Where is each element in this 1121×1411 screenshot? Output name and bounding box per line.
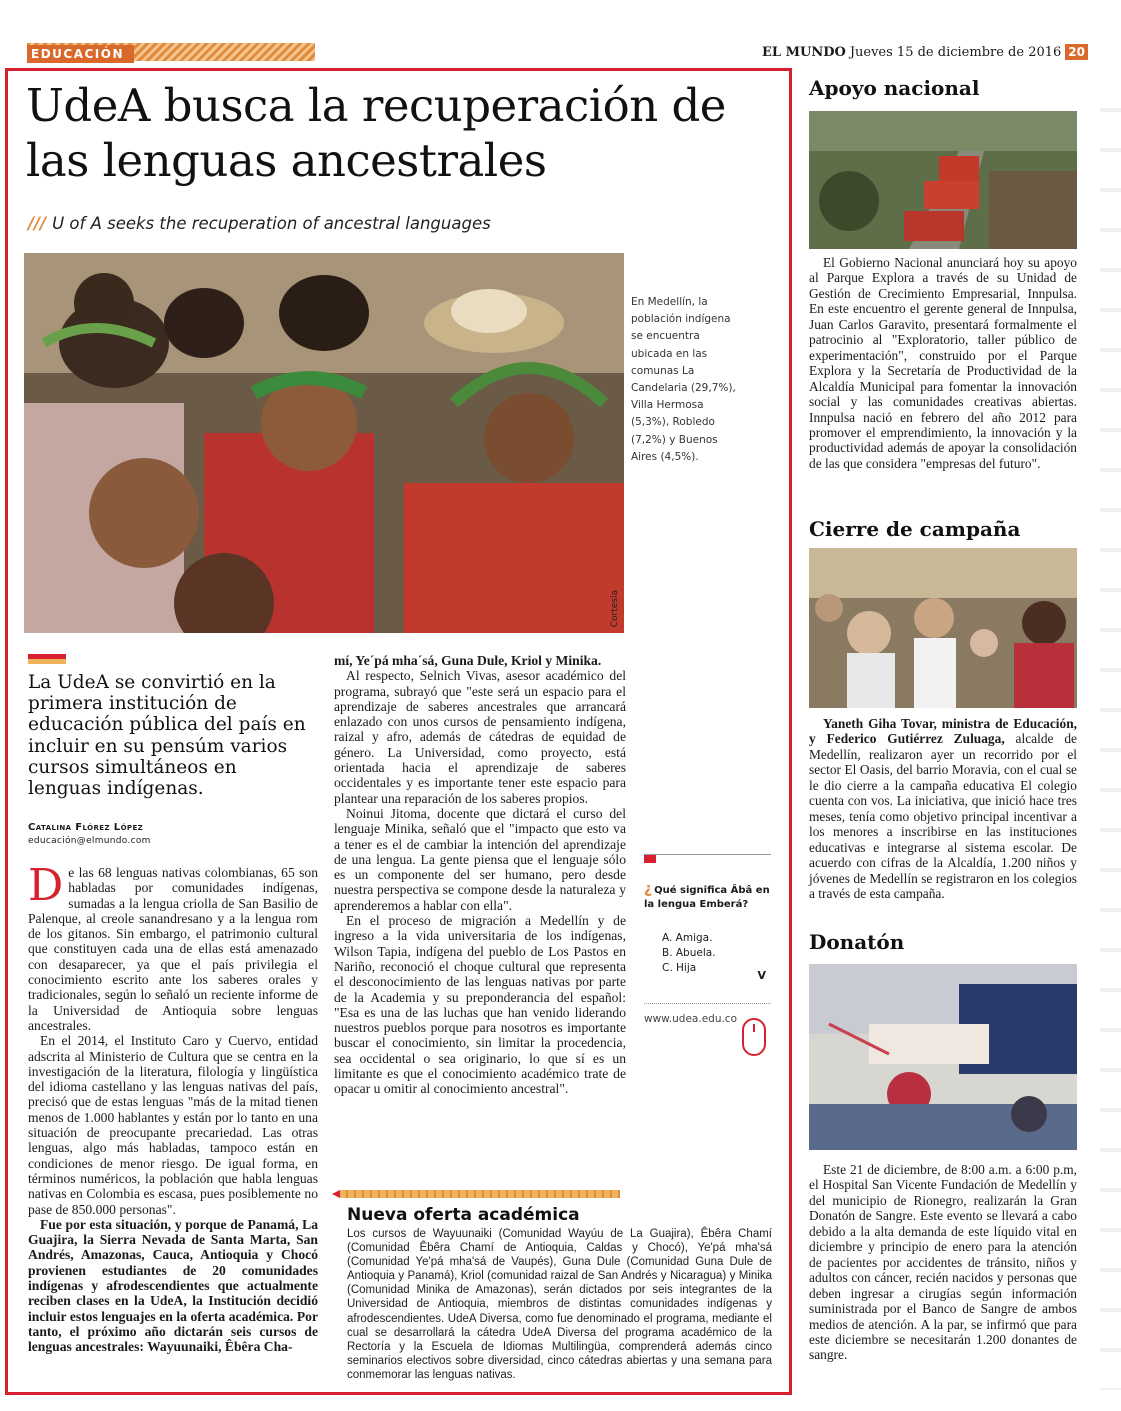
- byline-author: Catalina Flórez López: [28, 822, 144, 833]
- body-paragraph: e las 68 lenguas nativas colombianas, 65 son habladas por comunidades indígenas, sumadas a la lengua criolla de San Basilio de Palenque, al creole sanandresano y a la lengua rom de los gitanos. Sin embargo, el patrimonio cultural que constituyen cada una de ellas está amenazado con desaparecer, ya que el país privilegia el conocimiento escrito ante los saberes orales y tradicionales, según lo señaló un reciente informe de la Universidad de Antioquia sobre lenguas ancestrales.: [28, 865, 318, 1033]
- apoyo-photo: [809, 111, 1077, 249]
- subhead-text: U of A seeks the recuperation of ancestral languages: [52, 214, 491, 233]
- article-column-2: [334, 653, 626, 1097]
- cierre-photo: [809, 548, 1077, 708]
- photo-illustration: [24, 253, 624, 633]
- cierre-text: [809, 716, 1077, 901]
- apoyo-title: Apoyo nacional: [809, 76, 980, 100]
- dropcap: D: [28, 860, 64, 911]
- donaton-photo: [809, 964, 1077, 1150]
- headline: UdeA busca la recuperación de las lenguas ancestrales: [26, 79, 726, 187]
- apoyo-paragraph: El Gobierno Nacional anunciará hoy su apoyo al Parque Explora a través de su Unidad de Gestión de Crecimiento Empresarial, Innpulsa. En este encuentro el gerente general de Innpulsa, Juan Carlos Garavito, presentará formalmente el patrocinio al "Exploratorio, taller público de experimentación", construido por el Parque Explora y la Secretaría de Productividad de la Alcaldía Municipal para fomentar la innovación social y las comunidades creativas abiertas. Innpulsa nació en febrero del año 2012 para promover el emprendimiento, la innovación y la productividad además de apoyar la consolidación de las que considera "empresas del futuro".: [809, 255, 1077, 471]
- quiz-top-rule: [644, 854, 771, 862]
- body-paragraph: Noinui Jitoma, docente que dictará el curso del lenguaje Minika, señaló que el "impacto que esto va a tener es el de cambiar la intención del aprendizaje de una lengua. La gente piensa que el lenguaje sólo es un componente del ser humano, pero desde nuestra perspectiva se compone desde la naturaleza y aprenderemos a hablar con ella".: [334, 805, 626, 913]
- article-photo: [24, 253, 624, 633]
- box-text: Los cursos de Wayuunaiki (Comunidad Wayúu de La Guajira), Êbêra Chamí (Comunidad Êbêra Chamí de Antioquia, Caldas y Chocó), Ye'pá mha'sá (Comunidad Ye'pá mha'sá de Vaupés), Guna Dule (Comunidad Guna Dule de Antioquia y Panamá), Kriol (comunidad raizal de San Andrés y Nicaragua) y Minika (Comunidad Minika de Amazonas), serán dictados por seis integrantes de la Universidad de Antioquia, miembros de distintas comunidades indígenas y afrodescendientes. UdeA Diversa, como fue denominado el programa, mediante el cual se desarrollará la cátedra UdeA Diversa del programa académico de la Rectoría y la Escuela de Idiomas Multilingüa, comprenderá además cinco seminarios electivos sobre diversidad, cinco cátedras abiertas y una semana para conmemorar las lenguas nativas.: [347, 1228, 772, 1381]
- subhead: [28, 214, 491, 233]
- body-paragraph: Fue por esta situación, y porque de Panamá, La Guajira, la Sierra Nevada de Santa Marta, San Andrés, Amazonas, Cauca, Antioquia y Chocó provienen estudiantes de 20 comunidades indígenas y afrodescendientes que actualmente reciben clases en la UdeA, la Institución decidió incluir estos lenguajes en la oferta académica. Por tanto, el próximo año dictarán seis cursos de lenguas ancestrales: Wayuunaiki, Êbêra Cha-: [28, 1216, 318, 1355]
- section-label: EDUCACIÓN: [27, 45, 134, 63]
- cierre-illustration: [809, 548, 1077, 708]
- donaton-text: [809, 1162, 1077, 1363]
- web-url[interactable]: www.udea.edu.co: [644, 1013, 738, 1025]
- article-column-1: [28, 860, 318, 1355]
- body-paragraph: mí, Ye´pá mha´sá, Guna Dule, Kriol y Minika.: [334, 653, 602, 668]
- quiz-question: [644, 882, 771, 912]
- body-paragraph: En el proceso de migración a Medellín y de ingreso a la vida universitaria de los indígenas, Wilson Tapia, indígena del pueblo de Los Pastos en Nariño, reconoció el choque cultural que representa el desconocimiento de las lenguas nativas por parte de la Academia y su preponderancia del español: "Esa es una de las luchas que han venido liderando nuestros pueblos porque para nosotros es importante buscar el conocimiento, sin limitar la procedencia, sea occidental o sea originario, lo que sí es un limitante es que el conocimiento académico trate de opacar u omitir al conocimiento ancestral".: [334, 913, 626, 1097]
- apoyo-illustration: [809, 111, 1077, 249]
- mouse-icon: [742, 1018, 766, 1056]
- quiz-question-text: Qué significa Âbâ en la lengua Emberá?: [644, 885, 770, 910]
- cierre-names: Yaneth Giha Tovar, ministra de Educación, y Federico Gutiérrez Zuluaga,: [809, 716, 1077, 747]
- donaton-title: Donatón: [809, 930, 905, 954]
- quiz-option: A. Amiga.: [662, 932, 713, 944]
- cierre-title: Cierre de campaña: [809, 517, 1021, 541]
- adjacent-page-edge: [1100, 90, 1121, 1390]
- cierre-body: alcalde de Medellín, realizaron ayer un recorrido por el sector El Oasis, del barrio Moravia, con el cual se le dio cierre a la campaña educativa El colegio cuenta con vos. La iniciativa, que inició hace tres meses, tenía como objetivo principal incentivar a los menores a inscribirse en las instituciones educativas e integrarse al sistema escolar. De acuerdo con cifras de la Alcaldía, 1.200 niños y jóvenes de Medellín se registraron en los colegios a través de esta campaña.: [809, 731, 1077, 901]
- apoyo-text: [809, 255, 1077, 471]
- section-tag: [27, 43, 315, 61]
- question-mark-icon: ¿: [644, 881, 653, 897]
- quiz-option: C. Hija: [662, 962, 697, 974]
- photo-caption: En Medellín, la población indígena se encuentra ubicada en las comunas La Candelaria (29,7%), Villa Hermosa (5,3%), Robledo (7,2%) y Buenos Aires (4,5%).: [631, 296, 736, 463]
- cierre-paragraph: [809, 716, 1077, 901]
- donaton-paragraph: Este 21 de diciembre, de 8:00 a.m. a 6:00 p.m, el Hospital San Vicente Fundación de Medellín y del municipio de Rionegro, realizarán la Gran Donatón de Sangre. Este evento se llevará a cabo debido a la alta demanda de este líquido vital en diciembre y principio de enero para la atención de pacientes por accidentes de tránsito, niños y adultos con cáncer, recién nacidos y personas que deben ingresar a cirugías según información suministrada por el Banco de Sangre de ambos medios de atención. A la par, se infirmó que para este diciembre se necesitarán 1.200 donantes de sangre.: [809, 1162, 1077, 1363]
- slash-ornament: ///: [28, 214, 47, 233]
- issue-date: Jueves 15 de diciembre de 2016: [849, 44, 1062, 60]
- paper-name: EL MUNDO: [762, 44, 846, 60]
- donaton-illustration: [809, 964, 1077, 1150]
- lead-accent-bar: [28, 654, 66, 659]
- lead-paragraph: La UdeA se convirtió en la primera institución de educación pública del país en incluir en su pensúm varios cursos simultáneos en lenguas indígenas.: [28, 672, 306, 800]
- quiz-options: [662, 931, 716, 976]
- body-paragraph: Al respecto, Selnich Vivas, asesor académico del programa, subrayó que "este será un espacio para el aprendizaje de saberes ancestrales que arrancará enlazado con unos cursos de pensamiento indígena, raizal y afro, además de cátedras de equidad de género. La Universidad, como proyecto, está orientada hacia el aprendizaje de saberes occidentales y es importante tener este espacio para plantear una reparación de los saberes propios.: [334, 668, 626, 806]
- pencil-ornament: [340, 1190, 620, 1198]
- masthead: [762, 42, 1088, 62]
- quiz-answer: V: [757, 969, 766, 982]
- photo-credit: Cortesía: [610, 589, 620, 627]
- web-reference: [644, 1003, 771, 1058]
- quiz-box: [644, 854, 771, 994]
- quiz-option: B. Abuela.: [662, 947, 716, 959]
- box-title: Nueva oferta académica: [347, 1205, 580, 1225]
- body-paragraph: En el 2014, el Instituto Caro y Cuervo, entidad adscrita al Ministerio de Cultura que se centra en la investigación de la literatura, filología y lingüística del idioma castellano y las lenguas nativas del país, precisó que de estas lenguas "más de la mitad tienen menos de 1.000 hablantes y están por lo tanto en una situación de preocupante precariedad. Las otras lenguas, algo más habladas, tampoco están en condiciones de menor riesgo. De igual forma, en términos numéricos, la población que habla lenguas nativas en Colombia es escasa, pues posiblemente no pase de 850.000 personas".: [28, 1033, 318, 1217]
- page-number: 20: [1065, 44, 1088, 60]
- byline-email: educación@elmundo.com: [28, 836, 151, 846]
